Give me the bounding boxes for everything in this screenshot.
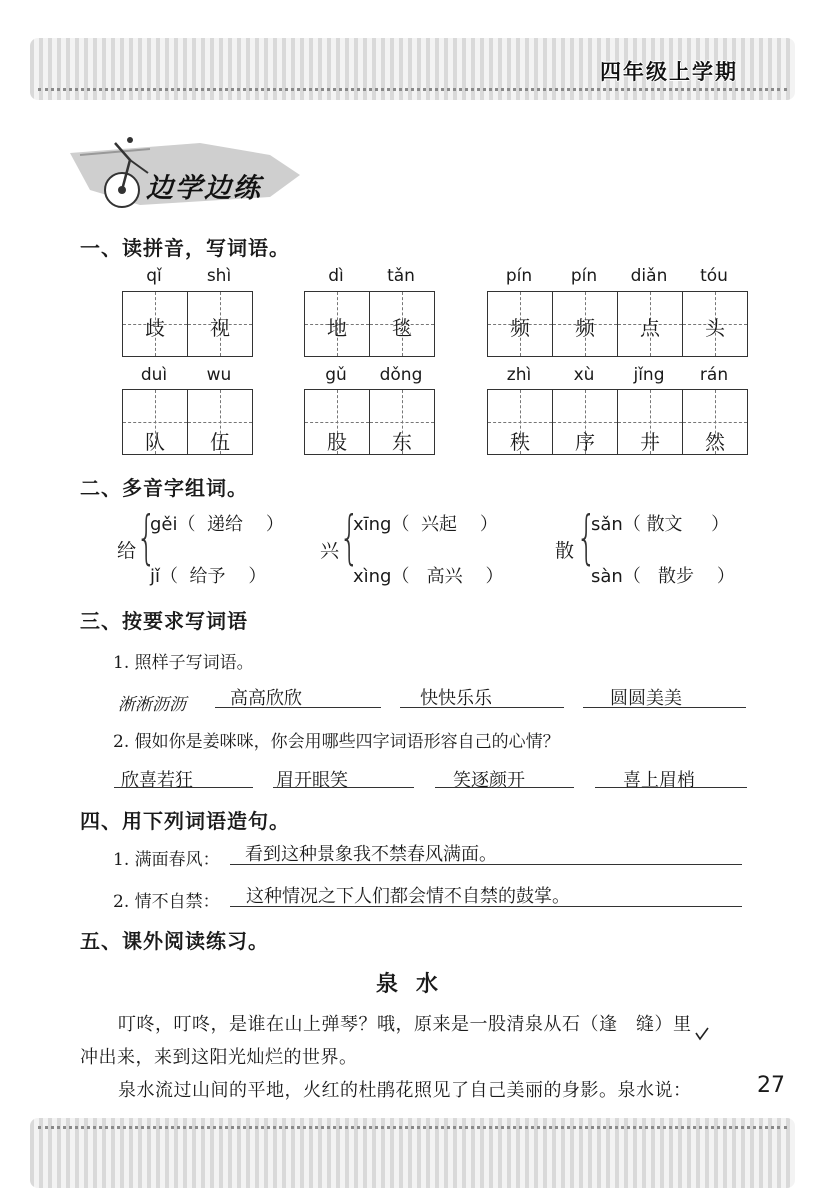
pinyin: dì — [328, 266, 344, 286]
q4-prompt: 1. 满面春风： — [113, 850, 220, 870]
grid-cell — [683, 390, 747, 454]
poly-reading: xīng（ 兴起 ） — [353, 514, 498, 535]
brace: { — [136, 503, 157, 571]
answer-char: 井 — [640, 430, 660, 454]
answer-line — [114, 787, 253, 788]
grid-cell — [370, 390, 434, 454]
char-grid-3 — [487, 291, 748, 357]
grid-cell — [618, 390, 683, 454]
answer-char: 伍 — [210, 430, 230, 454]
grid-cell — [188, 390, 252, 454]
answer-char: 头 — [705, 316, 725, 340]
char-grid-1 — [122, 291, 253, 357]
answer-char: 地 — [327, 316, 347, 340]
grid-cell — [553, 292, 618, 356]
answer-line — [230, 864, 742, 865]
pinyin: tǎn — [387, 266, 415, 286]
q5-title: 五、课外阅读练习。 — [80, 929, 269, 953]
handwritten-answer: 眉开眼笑 — [276, 770, 348, 791]
answer-line — [273, 787, 414, 788]
q3-sub1: 1. 照样子写词语。 — [113, 653, 254, 673]
q3-sub2: 2. 假如你是姜咪咪，你会用哪些四字词语形容自己的心情？ — [113, 732, 560, 752]
pinyin: gǔ — [325, 365, 347, 385]
passage-line: 叮咚，叮咚，是谁在山上弹琴？哦，原来是一股清泉从石（逢 缝）里 — [118, 1014, 692, 1035]
handwritten-answer: 圆圆美美 — [610, 688, 682, 709]
handwritten-answer: 欣喜若狂 — [121, 770, 193, 791]
answer-char: 股 — [327, 430, 347, 454]
grid-cell — [488, 292, 553, 356]
char-grid-6 — [487, 389, 748, 455]
pinyin: shì — [206, 266, 232, 286]
char-grid-5 — [304, 389, 435, 455]
pinyin: pín — [505, 266, 533, 286]
brace: { — [339, 503, 360, 571]
grid-cell — [188, 292, 252, 356]
char-grid-4 — [122, 389, 253, 455]
answer-char: 秩 — [510, 430, 530, 454]
answer-line — [595, 787, 747, 788]
grid-cell — [618, 292, 683, 356]
poly-reading: jǐ（ 给予 ） — [150, 566, 267, 587]
grade-label: 四年级上学期 — [600, 60, 738, 84]
grid-cell — [553, 390, 618, 454]
answer-line — [435, 787, 574, 788]
answer-line — [230, 906, 742, 907]
answer-char: 队 — [145, 430, 165, 454]
handwritten-answer: 高高欣欣 — [230, 688, 302, 709]
pinyin: jǐng — [633, 365, 665, 385]
grid-cell — [305, 390, 370, 454]
char-grid-2 — [304, 291, 435, 357]
q4-title: 四、用下列词语造句。 — [80, 809, 290, 833]
answer-char: 频 — [510, 316, 530, 340]
grid-cell — [370, 292, 434, 356]
answer-char: 东 — [392, 430, 412, 454]
q4-prompt: 2. 情不自禁： — [113, 892, 220, 912]
poly-char: 散 — [555, 540, 575, 562]
grid-cell — [123, 292, 188, 356]
grid-cell — [488, 390, 553, 454]
section-banner-title: 边学边练 — [146, 173, 262, 204]
answer-char: 序 — [575, 430, 595, 454]
footer-dash-line — [38, 1126, 787, 1129]
page-number: 27 — [757, 1073, 785, 1098]
passage-line: 冲出来，来到这阳光灿烂的世界。 — [80, 1047, 358, 1068]
pinyin: wu — [206, 365, 232, 385]
handwritten-answer: 看到这种景象我不禁春风满面。 — [245, 844, 497, 865]
header-dash-line — [38, 88, 787, 91]
pinyin: qǐ — [146, 266, 162, 286]
answer-char: 毯 — [392, 316, 412, 340]
pinyin: tóu — [700, 266, 728, 286]
answer-char: 歧 — [145, 316, 165, 340]
grid-cell — [123, 390, 188, 454]
answer-line — [400, 707, 564, 708]
answer-line — [215, 707, 381, 708]
pinyin: rán — [699, 365, 729, 385]
footer-band — [30, 1118, 795, 1188]
handwritten-answer: 喜上眉梢 — [623, 770, 695, 791]
poly-reading: xìng（ 高兴 ） — [353, 566, 504, 587]
check-mark-icon — [695, 1027, 709, 1041]
poly-char: 兴 — [320, 540, 340, 562]
answer-char: 视 — [210, 316, 230, 340]
answer-char: 频 — [575, 316, 595, 340]
passage-title: 泉水 — [376, 971, 457, 997]
grid-cell — [683, 292, 747, 356]
pinyin: dǒng — [379, 365, 423, 385]
poly-reading: sàn（ 散步 ） — [591, 566, 735, 587]
answer-line — [583, 707, 746, 708]
answer-char: 然 — [705, 430, 725, 454]
handwritten-answer: 这种情况之下人们都会情不自禁的鼓掌。 — [246, 886, 570, 907]
pinyin: pín — [570, 266, 598, 286]
answer-char: 点 — [640, 316, 660, 340]
poly-char: 给 — [117, 540, 137, 562]
brace: { — [576, 503, 597, 571]
poly-reading: gěi（ 递给 ） — [150, 514, 284, 535]
q1-title: 一、读拼音，写词语。 — [80, 236, 290, 260]
grid-cell — [305, 292, 370, 356]
pinyin: diǎn — [630, 266, 668, 286]
q3-example: 淅淅沥沥 — [118, 695, 186, 715]
pinyin: xù — [573, 365, 595, 385]
poly-reading: sǎn（ 散文 ） — [591, 514, 730, 535]
passage-line: 泉水流过山间的平地，火红的杜鹃花照见了自己美丽的身影。泉水说： — [118, 1080, 692, 1101]
q3-title: 三、按要求写词语 — [80, 609, 248, 633]
q2-title: 二、多音字组词。 — [80, 476, 248, 500]
handwritten-answer: 快快乐乐 — [420, 688, 492, 709]
handwritten-answer: 笑逐颜开 — [453, 770, 525, 791]
pinyin: zhì — [506, 365, 532, 385]
pinyin: duì — [140, 365, 168, 385]
